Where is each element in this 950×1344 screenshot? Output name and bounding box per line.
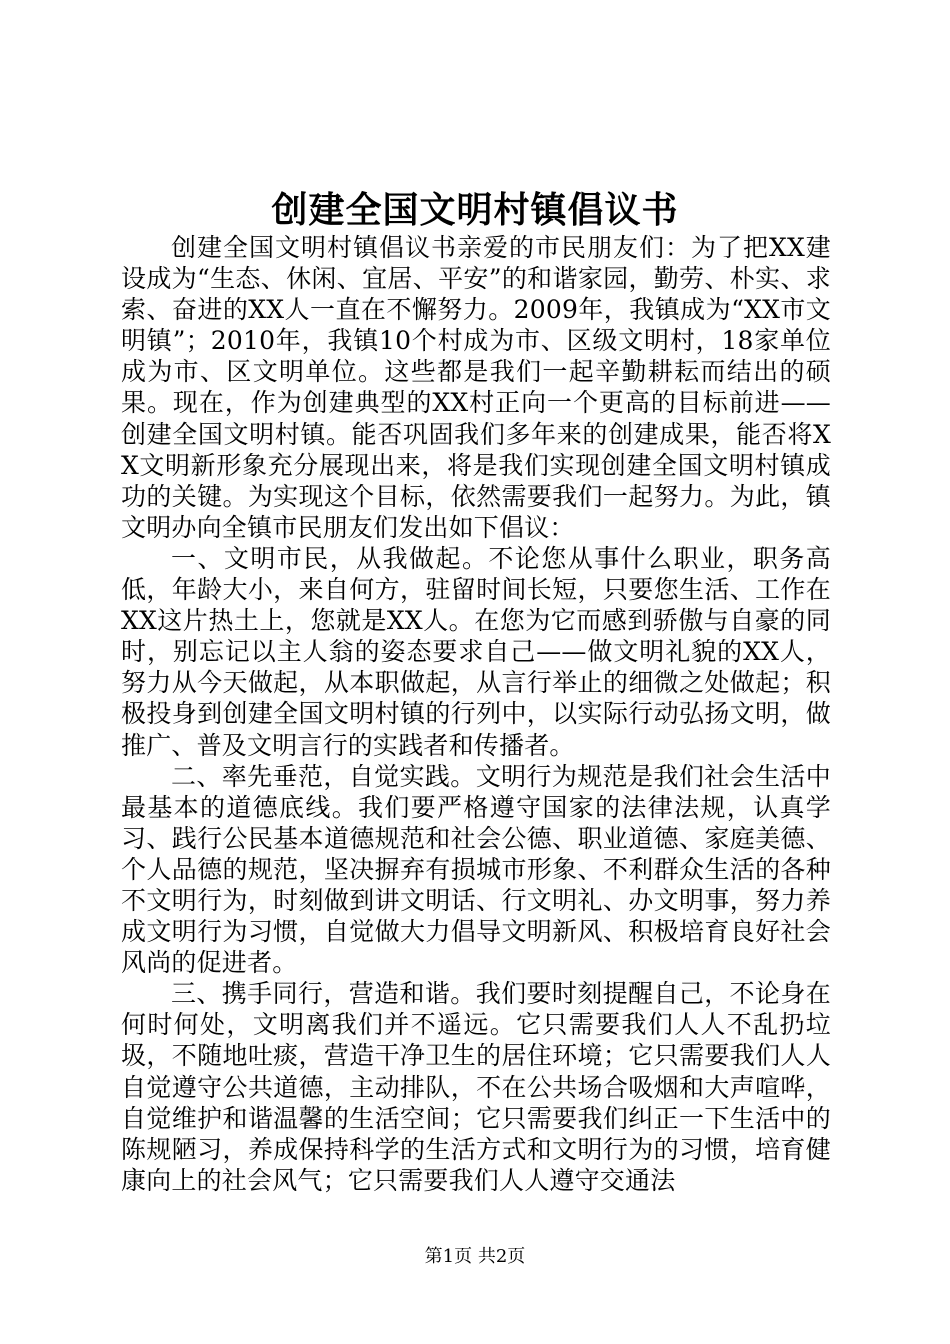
document-body xyxy=(121,232,831,1196)
page-footer: 第1页 共2页 xyxy=(424,1246,526,1267)
proposal-two-paragraph: 二、率先垂范，自觉实践。文明行为规范是我们社会生活中最基本的道德底线。我们要严格遵守国家的法律法规，认真学习、践行公民基本道德规范和社会公德、职业道德、家庭美德、个人品德的规范，坚决摒弃有损城市形象、不利群众生活的各种不文明行为，时刻做到讲文明话、行文明礼、办文明事，努力养成文明行为习惯，自觉做大力倡导文明新风、积极培育良好社会风尚的促进者。 xyxy=(121,761,831,978)
proposal-one-paragraph: 一、文明市民，从我做起。不论您从事什么职业，职务高低，年龄大小，来自何方，驻留时间长短，只要您生活、工作在XX这片热土上，您就是XX人。在您为它而感到骄傲与自豪的同时，别忘记以主人翁的姿态要求自己——做文明礼貌的XX人，努力从今天做起，从本职做起，从言行举止的细微之处做起；积极投身到创建全国文明村镇的行列中，以实际行动弘扬文明，做推广、普及文明言行的实践者和传播者。 xyxy=(121,543,831,760)
document-title: 创建全国文明村镇倡议书 xyxy=(271,189,679,231)
intro-paragraph: 创建全国文明村镇倡议书亲爱的市民朋友们：为了把XX建设成为“生态、休闲、宜居、平安”的和谐家园，勤劳、朴实、求索、奋进的XX人一直在不懈努力。2009年，我镇成为“XX市文明镇”；2010年，我镇10个村成为市、区级文明村，18家单位成为市、区文明单位。这些都是我们一起辛勤耕耘而结出的硕果。现在，作为创建典型的XX村正向一个更高的目标前进——创建全国文明村镇。能否巩固我们多年来的创建成果，能否将XX文明新形象充分展现出来，将是我们实现创建全国文明村镇成功的关键。为实现这个目标，依然需要我们一起努力。为此，镇文明办向全镇市民朋友们发出如下倡议： xyxy=(121,233,831,542)
proposal-three-paragraph: 三、携手同行，营造和谐。我们要时刻提醒自己，不论身在何时何处，文明离我们并不遥远。它只需要我们人人不乱扔垃圾，不随地吐痰，营造干净卫生的居住环境；它只需要我们人人自觉遵守公共道德，主动排队，不在公共场合吸烟和大声喧哗，自觉维护和谐温馨的生活空间；它只需要我们纠正一下生活中的陈规陋习，养成保持科学的生活方式和文明行为的习惯，培育健康向上的社会风气；它只需要我们人人遵守交通法 xyxy=(121,979,831,1195)
